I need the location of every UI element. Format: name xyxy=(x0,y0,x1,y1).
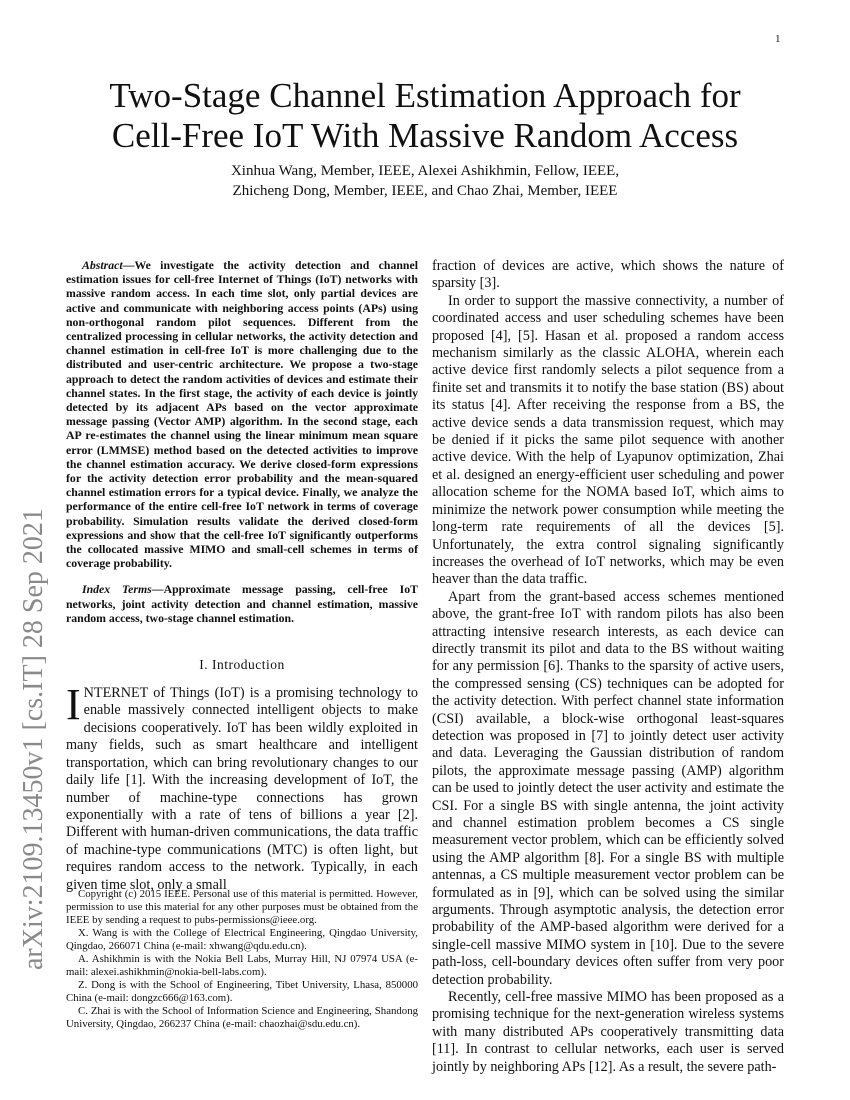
section-heading: I. Introduction xyxy=(199,657,285,673)
abstract xyxy=(66,258,418,570)
intro-paragraph xyxy=(66,680,418,894)
title-line-2: Cell-Free IoT With Massive Random Access xyxy=(111,116,739,155)
footnote-copyright: Copyright (c) 2015 IEEE. Personal use of this material is permitted. However, permission to use this material for any other purposes must be obtained from the IEEE by sending a request to pubs-permissions@ieee.org. xyxy=(66,888,418,926)
footnote-dong: Z. Dong is with the School of Engineering, Tibet University, Lhasa, 850000 China (e-mail: dongzc666@163.com). xyxy=(66,979,418,1004)
footnotes xyxy=(66,888,418,1031)
abstract-lead: Abstract xyxy=(82,258,123,272)
intro-text: NTERNET of Things (IoT) is a promising technology to enable massively connected intelligent objects to make decisions cooperatively. IoT has been wildly exploited in many fields, such as smart healthcare and intelligent transportation, which can bring revolutionary changes to our daily life [1]. With the increasing development of IoT, the number of machine-type connections has grown exponentially with a rate of tens of billions a year [2]. Different with human-driven communications, the data traffic of machine-type communications (MTC) is often light, but requires random access to the network. Typically, in each given time slot, only a small xyxy=(66,685,418,893)
drop-cap: I xyxy=(66,680,81,730)
paragraph-cell-free: Recently, cell-free massive MIMO has been proposed as a promising technique for the next-generation wireless systems with many distributed APs cooperatively transmitting data [11]. In contrast to cellular networks, each user is served jointly by neighboring APs [12]. As a result, the severe path- xyxy=(432,989,784,1075)
arxiv-stamp: arXiv:2109.13450v1 [cs.IT] 28 Sep 2021 xyxy=(18,508,49,970)
authors-line-1: Xinhua Wang, Member, IEEE, Alexei Ashikhmin, Fellow, IEEE, xyxy=(230,163,620,179)
page-number: 1 xyxy=(775,33,781,45)
paragraph-coordinated-access: In order to support the massive connectivity, a number of coordinated access and user scheduling schemes have been proposed [4], [5]. Hasan et al. proposed a random access mechanism similarly as the classic ALOHA, wherein each active device first randomly selects a pilot sequence from a finite set and transmits it to notify the base station (BS) about its status [4]. After receiving the response from a BS, the active device sends a data transmission request, which may be denied if it picks the same pilot sequence with another active device. With the help of Lyapunov optimization, Zhai et al. designed an energy-efficient user scheduling and power allocation scheme for the NOMA based IoT, which aims to minimize the network power consumption while meeting the long-term rate requirements of all the devices [5]. Unfortunately, the extra control signaling significantly increases the overhead of IoT networks, which may be even heaver than the data traffic. xyxy=(432,292,784,588)
abstract-text: —We investigate the activity detection and channel estimation issues for cell-free Internet of Things (IoT) networks with massive random access. In each time slot, only partial devices are active and communicate with neighboring access points (APs) using non-orthogonal random pilot sequences. Different from the centralized processing in cellular networks, the activity detection and channel estimation in cell-free IoT is more challenging due to the distributed and user-centric architecture. We propose a two-stage approach to detect the random activities of devices and estimate their channel states. In the first stage, the activity of each device is jointly detected by its adjacent APs based on the vector approximate message passing (Vector AMP) algorithm. In the second stage, each AP re-estimates the channel using the linear minimum mean square error (LMMSE) method based on the detected activities to improve the channel estimation accuracy. We derive closed-form expressions for the activity detection error probability and the mean-squared channel estimation errors for a typical device. Finally, we analyze the performance of the entire cell-free IoT network in terms of coverage probability. Simulation results validate the derived closed-form expressions and show that the cell-free IoT significantly outperforms the collocated massive MIMO and small-cell schemes in terms of coverage probability. xyxy=(66,258,418,571)
index-terms-lead: Index Terms xyxy=(82,582,152,597)
index-terms-text: —Approximate message passing, cell-free IoT networks, joint activity detection and channel estimation, massive random access, two-stage channel estimation. xyxy=(66,582,418,625)
authors xyxy=(60,161,790,201)
right-column xyxy=(432,258,784,1076)
title-line-1: Two-Stage Channel Estimation Approach for xyxy=(109,76,741,115)
index-terms xyxy=(66,582,418,625)
authors-line-2: Zhicheng Dong, Member, IEEE, and Chao Zhai, Member, IEEE xyxy=(232,183,618,199)
footnote-ashikhmin: A. Ashikhmin is with the Nokia Bell Labs, Murray Hill, NJ 07974 USA (e-mail: alexei.ashikhmin@nokia-bell-labs.com). xyxy=(66,953,418,978)
paragraph-continuation: fraction of devices are active, which shows the nature of sparsity [3]. xyxy=(432,258,784,292)
paragraph-grant-free: Apart from the grant-based access schemes mentioned above, the grant-free IoT with random pilots has also been attracting intensive research interests, as each device can directly transmit its pilot and data to the BS without waiting for any permission [6]. Thanks to the sparsity of active users, the compressed sensing (CS) techniques can be adopted for the activity detection. With perfect channel state information (CSI) available, a block-wise orthogonal least-squares detection was proposed in [7] to jointly detect user activity and data. Leveraging the Gaussian distribution of random pilots, the approximate message passing (AMP) algorithm can be used to jointly detect the user activity and estimate the CSI. For a single BS with single antenna, the joint activity and channel estimation problem becomes a CS single measurement vector problem, which can be efficiently solved using the AMP algorithm [8]. For a single BS with multiple antennas, a CS multiple measurement vector problem can be formulated as in [9], which can be solved using the similar arguments. Through asymptotic analysis, the detection error probability of the AMP-based algorithm were derived for a single-cell massive MIMO system in [10]. Due to the severe path-loss, cell-boundary devices often suffer from very poor detection probability. xyxy=(432,588,784,988)
footnote-wang: X. Wang is with the College of Electrical Engineering, Qingdao University, Qingdao, 266071 China (e-mail: xhwang@qdu.edu.cn). xyxy=(66,927,418,952)
footnote-zhai: C. Zhai is with the School of Information Science and Engineering, Shandong University, Qingdao, 266237 China (e-mail: chaozhai@sdu.edu.cn). xyxy=(66,1005,418,1030)
paper-title xyxy=(60,76,790,156)
left-column xyxy=(66,258,418,894)
